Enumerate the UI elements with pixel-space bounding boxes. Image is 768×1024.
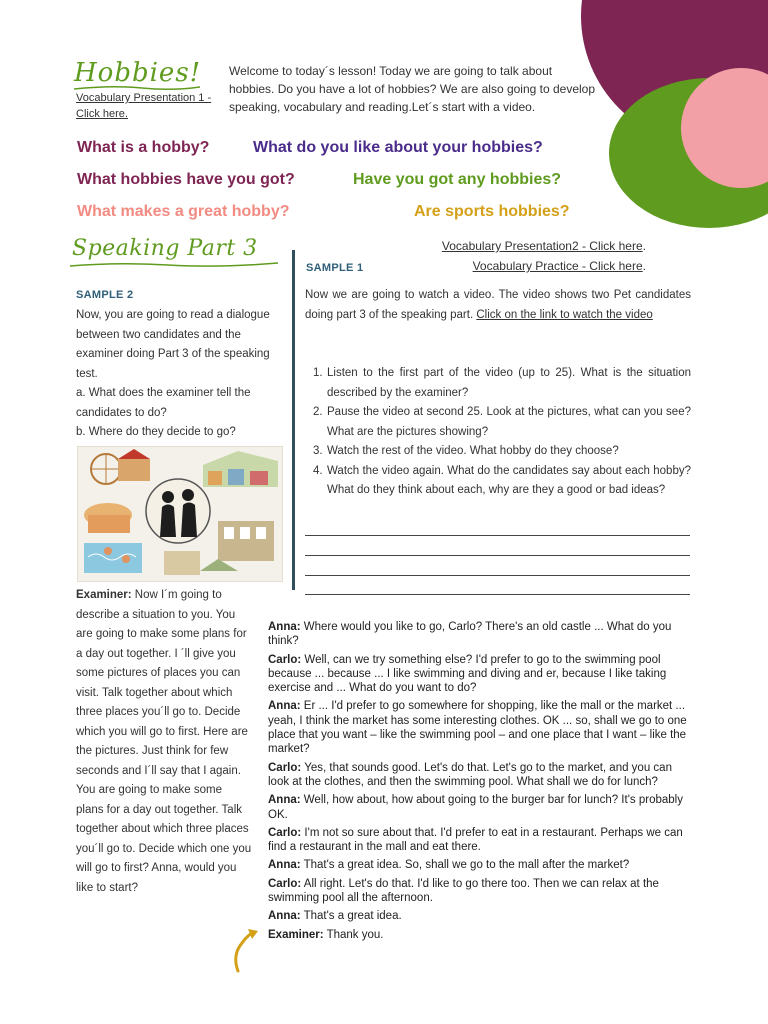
task-text: Watch the rest of the video. What hobby do they choose?	[327, 445, 619, 457]
task-number: 1.	[313, 367, 323, 379]
task-number: 4.	[313, 464, 323, 477]
examiner-text	[76, 586, 252, 898]
vocabulary-links: Vocabulary Presentation2 - Click here. Vocabulary Practice - Click here.	[441, 239, 646, 273]
dialogue-line	[268, 793, 688, 822]
examiner-speaker: Examiner:	[76, 589, 132, 601]
dialogue-line	[268, 699, 688, 756]
answer-line	[305, 555, 690, 556]
sample-1-tasks	[305, 364, 691, 501]
dialogue-text: All right. Let's do that. I'd like to go there too. Then we can relax at the swimming pool all the afternoon.	[268, 877, 659, 905]
vocabulary-presentation-1-link[interactable]: Vocabulary Presentation 1 - Click here.	[76, 92, 212, 120]
dialogue-speaker: Carlo:	[268, 877, 302, 890]
dialogue-line	[268, 858, 688, 872]
question-great-hobby: What makes a great hobby?	[77, 203, 290, 220]
dialogue-speaker: Carlo:	[268, 653, 302, 666]
dialogue-speaker: Carlo:	[268, 826, 302, 839]
vocabulary-presentation-2-link[interactable]: Vocabulary Presentation2 - Click here	[441, 239, 643, 253]
dialogue-text: I'm not so sure about that. I'd prefer to eat in a restaurant. Perhaps we can find a restaurant in the mall and eat there.	[268, 826, 683, 854]
vocabulary-practice-link[interactable]: Vocabulary Practice - Click here	[472, 259, 643, 273]
dialogue-line	[268, 653, 688, 696]
sample-2-text	[76, 306, 290, 443]
sample-2-description: Now, you are going to read a dialogue between two candidates and the examiner doing Part 3 of the speaking test.	[76, 309, 270, 380]
task-text: Watch the video again. What do the candidates say about each hobby? What do they think about each, why are they a good or bad ideas?	[327, 464, 691, 496]
dialogue-speaker: Anna:	[268, 621, 301, 633]
sample-1-text	[305, 286, 691, 325]
dialogue-text: Er ... I'd prefer to go somewhere for shopping, like the mall or the market ... yeah, I think the market has some interesting clothes. OK ... so, shall we go to one place that you want – like the swimming pool – and one place that I want – like the market?	[268, 700, 687, 756]
answer-line	[305, 594, 690, 595]
task-text: Pause the video at second 25. Look at the pictures, what can you see? What are the pictures showing?	[327, 406, 691, 438]
dialogue-line	[268, 877, 688, 906]
dialogue-speaker: Examiner:	[268, 928, 324, 941]
curved-arrow-icon	[228, 925, 262, 975]
dialogue-line	[268, 826, 688, 855]
dialogue-line	[268, 761, 688, 790]
question-what-do-you-like: What do you like about your hobbies?	[253, 139, 543, 156]
dialogue-text: That's a great idea. So, shall we go to the mall after the market?	[300, 859, 630, 872]
sample-2-question-b: b. Where do they decide to go?	[76, 426, 236, 438]
dialogue-speaker: Carlo:	[268, 761, 302, 774]
list-item	[305, 364, 691, 403]
watch-video-link[interactable]: Click on the link to watch the video	[476, 308, 653, 321]
dialogue-speaker: Anna:	[268, 700, 301, 713]
question-have-you-got: Have you got any hobbies?	[353, 171, 562, 188]
dialogue-text: Thank you.	[323, 928, 384, 941]
sample-2-heading: SAMPLE 2	[76, 289, 134, 301]
examiner-instructions: Now I´m going to describe a situation to you. You are going to make some plans for a day out together. I ´ll give you some pictures of places you can visit. Talk together about which three places you´ll go to. Decide which you will go to first. Here are the pictures. Just think for few seconds and I´ll say that I again.	[76, 589, 248, 777]
list-item	[305, 442, 691, 462]
dialogue-line	[268, 909, 688, 923]
list-item	[305, 462, 691, 501]
examiner-instructions-2: You are going to make some plans for a day out together. Talk together about which three places you´ll go to. Decide which one you will go to first? Anna, would you like to start?	[76, 784, 252, 894]
answer-line	[305, 575, 690, 576]
speaking-title-underline	[68, 260, 280, 270]
dialogue-text: Well, how about, how about going to the burger bar for lunch? It's probably OK.	[268, 794, 683, 821]
dialogue-text: Well, can we try something else? I'd prefer to go to the swimming pool because ... because ... I like swimming and diving and er, because I like taking exercise and ... What do you want to do?	[268, 653, 667, 695]
dialogue-transcript	[268, 620, 688, 946]
dialogue-line	[268, 620, 688, 649]
column-divider	[292, 250, 295, 590]
dialogue-speaker: Anna:	[268, 794, 301, 807]
dialogue-speaker: Anna:	[268, 910, 301, 923]
places-illustration	[77, 446, 283, 582]
task-number: 2.	[313, 406, 323, 418]
intro-paragraph: Welcome to today´s lesson! Today we are going to talk about hobbies. Do you have a lot of hobbies? We are also going to develop speaking, vocabulary and reading.Let´s start with a video.	[229, 64, 596, 114]
answer-line	[305, 535, 690, 536]
dialogue-speaker: Anna:	[268, 859, 301, 872]
dialogue-line	[268, 928, 688, 942]
sample-1-description: Now we are going to watch a video. The video shows two Pet candidates doing part 3 of the speaking part.	[305, 289, 691, 321]
question-sports-hobbies: Are sports hobbies?	[414, 203, 570, 220]
page-title: Hobbies!	[74, 58, 202, 88]
speaking-part-title: Speaking Part 3	[72, 236, 258, 261]
sample-2-question-a: a. What does the examiner tell the candidates to do?	[76, 387, 251, 419]
dialogue-text: That's a great idea.	[300, 910, 402, 923]
task-text: Listen to the first part of the video (up to 25). What is the situation described by the examiner?	[327, 367, 691, 399]
sample-1-heading: SAMPLE 1	[306, 262, 364, 274]
question-what-is-a-hobby: What is a hobby?	[77, 139, 210, 156]
task-number: 3.	[313, 445, 323, 457]
list-item	[305, 403, 691, 442]
question-what-hobbies: What hobbies have you got?	[77, 171, 295, 188]
dialogue-text: Where would you like to go, Carlo? There's an old castle ... What do you think?	[268, 621, 672, 648]
dialogue-text: Yes, that sounds good. Let's do that. Let's go to the market, and you can look at the clothes, and then the swimming pool. What shall we do for lunch?	[268, 761, 672, 788]
